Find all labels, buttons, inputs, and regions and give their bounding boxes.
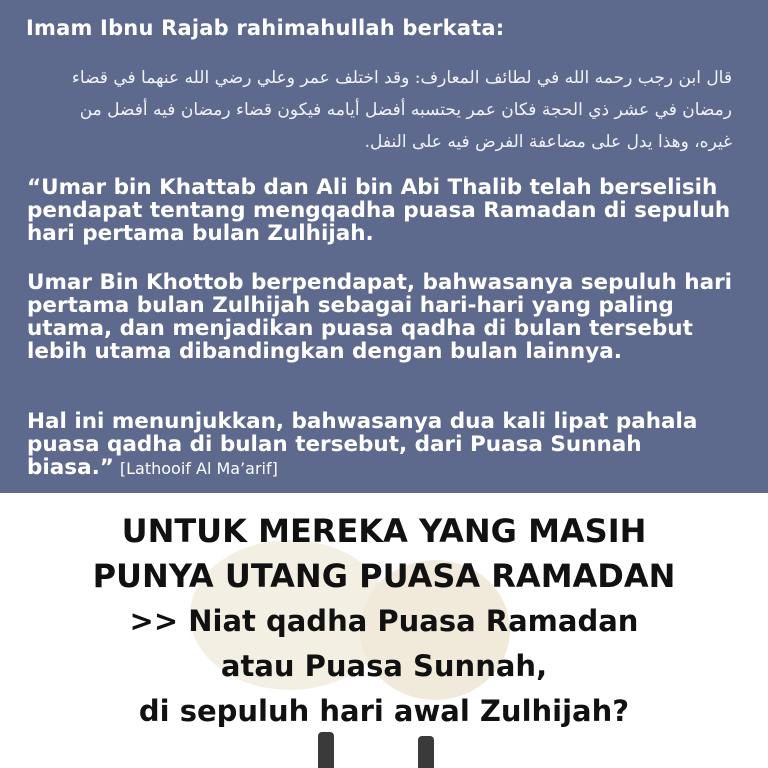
headline — [0, 509, 768, 734]
quote-paragraph-2: Umar Bin Khottob berpendapat, bahwasanya sepuluh hari pertama bulan Zulhijah sebagai hari-hari yang paling utama, dan menjadikan puasa qadha di bulan tersebut lebih utama dibandingkan dengan bulan lainnya. — [27, 270, 733, 364]
quote-paragraph-1: “Umar bin Khattab dan Ali bin Abi Thalib telah berselisih pendapat tentang mengqadha puasa Ramadan di sepuluh hari pertama bulan Zulhijah. — [27, 175, 731, 246]
headline-line-2: PUNYA UTANG PUASA RAMADAN — [92, 557, 676, 595]
quote-heading: Imam Ibnu Rajab rahimahullah berkata: — [26, 16, 505, 40]
illustration-leg — [418, 736, 434, 768]
quote-paragraph-3 — [27, 410, 752, 480]
quote-paragraph-3-text: Hal ini menunjukkan, bahwasanya dua kali lipat pahala puasa qadha di bulan tersebut, dari Puasa Sunnah biasa.” — [27, 409, 698, 480]
headline-line-4: atau Puasa Sunnah, — [220, 649, 548, 683]
headline-line-1: UNTUK MEREKA YANG MASIH — [121, 512, 647, 550]
headline-line-5: di sepuluh hari awal Zulhijah? — [138, 694, 630, 728]
illustration-leg — [318, 732, 334, 768]
quote-source: [Lathooif Al Ma’arif] — [119, 459, 278, 478]
headline-line-3: >> Niat qadha Puasa Ramadan — [129, 604, 639, 638]
arabic-quote: قال ابن رجب رحمه الله في لطائف المعارف: وقد اختلف عمر وعلي رضي الله عنهما في قضاء رمضان في عشر ذي الحجة فكان عمر يحتسبه أفضل أيامه فيكون قضاء رمضان فيه أفضل من غيره، وهذا يدل على مضاعفة الفرض فيه على النفل. — [71, 68, 732, 152]
